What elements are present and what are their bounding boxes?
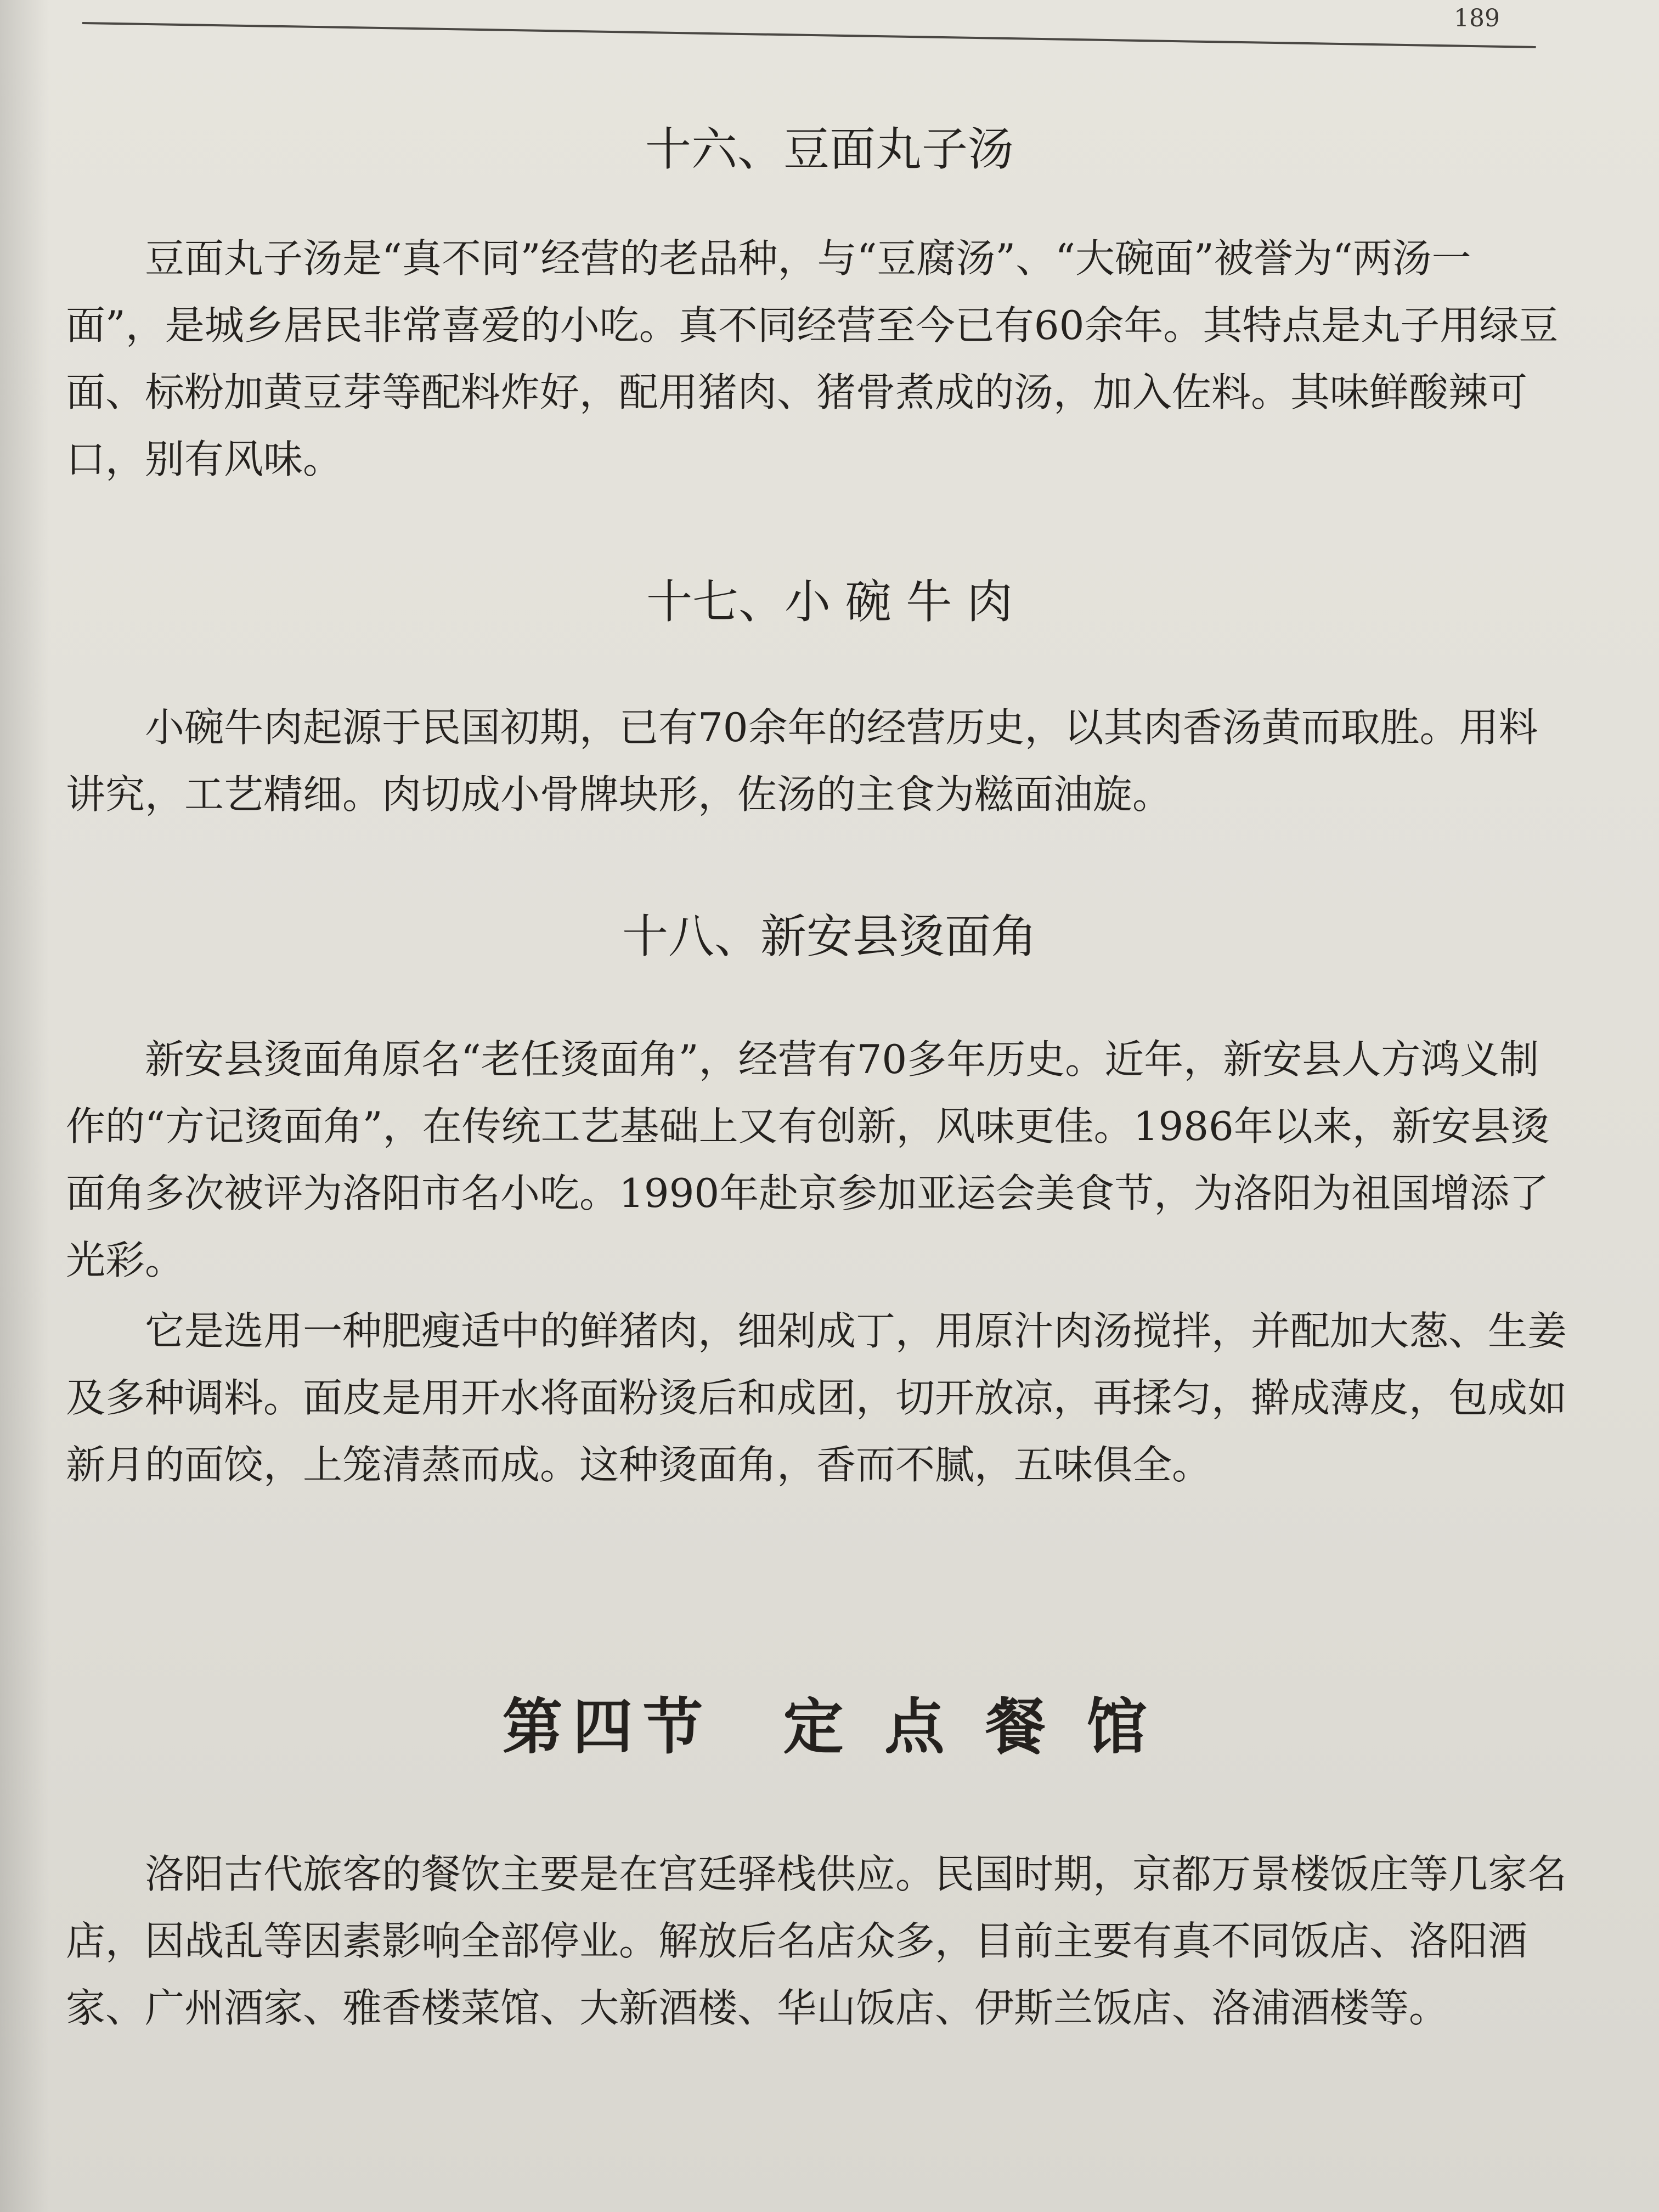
section-17-paragraph: 小碗牛肉起源于民国初期，已有70余年的经营历史，以其肉香汤黄而取胜。用料讲究，工艺精细。肉切成小骨牌块形，佐汤的主食为糍面油旋。 (66, 704, 1538, 817)
chapter-heading: 第四节 定 点 餐 馆 (502, 1691, 1157, 1762)
page-number: 189 (1454, 4, 1500, 32)
section-heading-18: 十八、新安县烫面角 (622, 910, 1037, 963)
section-18-paragraph-1: 新安县烫面角原名“老任烫面角”，经营有70多年历史。近年，新安县人方鸿义制作的“方记烫面角”，在传统工艺基础上又有创新，风味更佳。1986年以来，新安县烫面角多次被评为洛阳市名小吃。1990年赴京参加亚运会美食节，为洛阳为祖国增添了光彩。 (66, 1036, 1550, 1283)
section-heading-17: 十七、小 碗 牛 肉 (646, 575, 1013, 629)
section-16-paragraph: 豆面丸子汤是“真不同”经营的老品种，与“豆腐汤”、“大碗面”被誉为“两汤一面”，是城乡居民非常喜爱的小吃。真不同经营至今已有60余年。其特点是丸子用绿豆面、标粉加黄豆芽等配料炸好，配用猪肉、猪骨煮成的汤，加入佐料。其味鲜酸辣可口，别有风味。 (66, 235, 1559, 482)
chapter-paragraph: 洛阳古代旅客的餐饮主要是在宫廷驿栈供应。民国时期，京都万景楼饭庄等几家名店，因战乱等因素影响全部停业。解放后名店众多，目前主要有真不同饭店、洛阳酒家、广州酒家、雅香楼菜馆、大新酒楼、华山饭店、伊斯兰饭店、洛浦酒楼等。 (66, 1851, 1567, 2031)
page-spine-shadow (0, 0, 49, 2212)
header-rule (82, 22, 1536, 48)
section-18-paragraph-2: 它是选用一种肥瘦适中的鲜猪肉，细剁成丁，用原汁肉汤搅拌，并配加大葱、生姜及多种调料。面皮是用开水将面粉烫后和成团，切开放凉，再揉匀，擀成薄皮，包成如新月的面饺，上笼清蒸而成。这种烫面角，香而不腻，五味俱全。 (66, 1308, 1567, 1488)
section-heading-16: 十六、豆面丸子汤 (645, 122, 1014, 176)
